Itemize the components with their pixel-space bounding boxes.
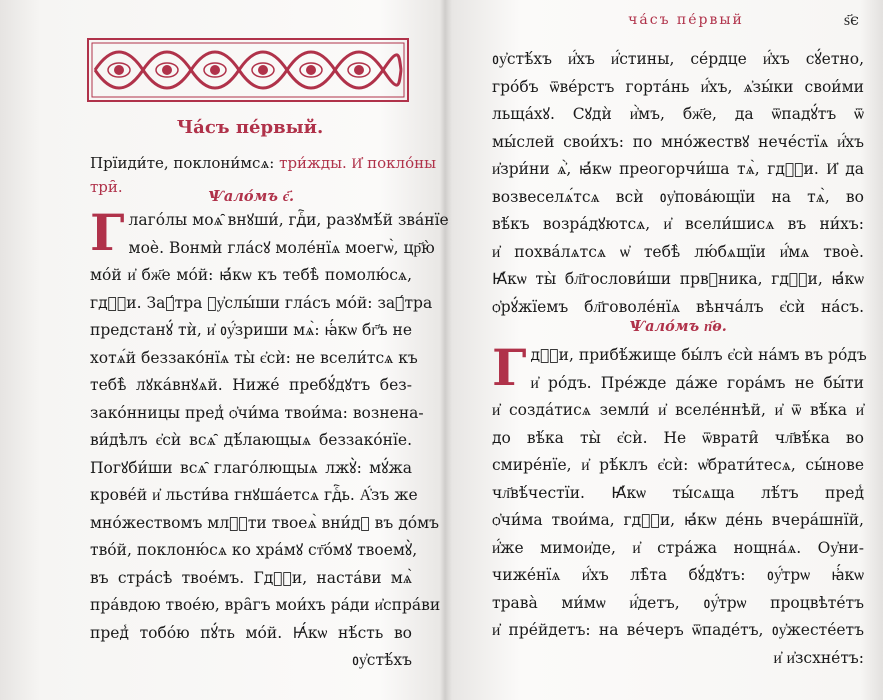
text-line: зако́нницы пред̾ ѻ҆чи́ма твои́ма: вознена- [90,403,424,422]
text-line: мо́й и҆ бж҃е мо́й: ꙗ҆́кѡ къ тебѣ̀ помолю́сѧ, [90,266,412,284]
text-line: гдⷭ҇и. Заꙋ́тра ᲂу҆слы́ши гла́съ мо́й: заꙋ́тра [90,293,433,312]
text-line: дⷭ҇и, прибѣ́жище бы́лъ є҆сѝ на́мъ въ ро́дъ [530,346,867,364]
running-head: ча́съ пе́рвый [628,12,744,28]
text-line: и҆ пре́йдетъ: на ве́черъ ѿпаде́тъ, ᲂу҆жесте́етъ [492,621,864,639]
text-line: хотѧ́й беззако́нїѧ ты̀ є҆сѝ: не всели́тсѧ къ [90,348,418,367]
text-line: ѻ҆чи́ма твои́ма, гдⷭ҇и, ꙗ҆́кѡ де́нь вчера́шнїй, [492,511,864,529]
hour-title: Ча́съ пе́рвый. [176,117,324,138]
text-line: и҆́же мимои҆де, и҆ стра́жа нощна́ѧ. Оу҆ни- [492,538,864,557]
text-line-last: и҆ и҆зсхне́тъ: [773,648,864,667]
text-line: и҆зри́ни ѧ҆̀, ꙗ҆́кѡ преогорчи́ша тѧ̀, гдⷭ҇и. И҆ да [492,160,864,178]
text-line: ѻ҆рꙋ́жїемъ бл҃говоле́нїѧ вѣнча́лъ є҆сѝ на́съ. [492,297,864,316]
text-line: чл҃вѣ́честїи. Ꙗ҆́кѡ ты́сѧща лѣ́тъ пред̾ [492,483,864,502]
text-line: льща́хꙋ. Сꙋдѝ и҆̀мъ, бж҃е, да ѿпадꙋ́тъ ѿ [492,105,864,123]
text-line: гро́бъ ѿве́рстъ горта́нь и҆́хъ, ѧ҆зы́ки свои́ми [492,77,864,96]
text-line: возвеселѧ́тсѧ всѝ ᲂу҆пова́ющїи на тѧ̀, во [492,187,864,206]
psalm-89-heading: Ѱало́мъ п҃ѳ. [629,318,727,335]
drop-capital: Г [492,338,527,397]
text-line: пред̾ тобо́ю пꙋ́ть мо́й. Ꙗ҆́кѡ нѣ́сть во [90,623,412,642]
text-line: въ стра́сѣ твое́мъ. Гдⷭ҇и, наста́ви мѧ̀ [90,568,412,587]
text-line: Ꙗ҆́кѡ ты̀ бл҃гослови́ши првⷣника, гдⷭ҇и, ꙗ҆́кѡ [492,270,864,288]
text-line: мно́жествомъ млⷭ҇ти твоеѧ̀ вни́дꙋ въ до́мъ [90,513,439,532]
decorative-headpiece-ornament [87,38,409,102]
right-page [446,0,883,700]
invitation-rubric-continued: три̑. [90,177,123,196]
page-number: ѕ҃є [843,10,859,29]
text-line: мы́слей свои́хъ: по мно́жествꙋ нече́стїѧ и҆́хъ [492,132,864,151]
psalm-5-heading: Ѱало́мъ є҃. [207,188,295,205]
text-line: чиже́нїѧ и҆́хъ лѣ̑та бꙋ́дꙋтъ: ᲂу҆́трѡ ꙗ҆́кѡ [492,566,864,584]
text-line: предстанꙋ́ тѝ, и҆ ᲂу҆́зриши мѧ̀: ꙗ҆́кѡ бг҃ъ не [90,321,413,339]
text-line: Погꙋби́ши всѧ̑ глаго́лющыѧ лжꙋ̀: мꙋ́жа [90,458,412,477]
text-line: тво́й, поклоню́сѧ ко хра́мꙋ ст҃о́мꙋ твоемꙋ̀, [90,541,418,559]
psalm-5-continued [492,46,864,321]
text-line: тебѣ̀ лꙋка́внꙋѧй. Ниже́ пребꙋ́дꙋтъ без- [90,376,412,394]
text-line: трава̀ ми́мѡ и҆́детъ, ᲂу҆́трѡ процвѣте́тъ [492,593,864,612]
text-line: смире́нїе, и҆ рѣ́клъ є҆сѝ: ѡ҆брати́тесѧ, сы́нове [492,456,864,474]
catchword: ᲂу҆стѣ́хъ [351,651,412,669]
text-line: лаго́лы моѧ̑ внꙋши́, гдⷭ҇и, разꙋмѣ́й зва́нїе [128,211,449,229]
text-line: до вѣ́ка ты̀ є҆сѝ. Не ѿврати̑ чл҃вѣ́ка во [492,428,864,447]
text-line: и҆ похва́лѧтсѧ ѡ҆ тебѣ̀ лю́бѧщїи и҆́мѧ твоѐ. [492,242,864,261]
text-line: ви́дѣлъ є҆сѝ всѧ̑ дѣ́лающыѧ беззако́нїе. [90,431,412,449]
text-line: и҆ ро́дъ. Пре́жде да́же гора́мъ не бы́ти [530,373,864,392]
invitation-text: Прїиди́те, поклони́мсѧ: [90,154,275,172]
psalm-5-text [90,203,449,675]
text-line: и҆ созда́тисѧ земли́ и҆ вселе́ннѣй, и҆ ѿ вѣ́ка и҆ [492,401,864,419]
text-line: ᲂу҆стѣ́хъ и҆́хъ и҆́стины, се́рдце и҆́хъ сꙋ́етно, [492,50,864,68]
invitation-rubric: три́жды. И҆ покло́ны [279,154,437,172]
text-line: крове́й и҆ льсти́ва гнꙋша́етсѧ гдⷭ҇ь. А҆́зъ же [90,486,418,504]
text-line: вѣ́къ возра́дꙋютсѧ, и҆ всели́шисѧ въ ни́хъ: [492,215,864,233]
text-line: моѐ. Вонмѝ гла́сꙋ моле́нїѧ моегѡ̀, цр҃ю̀ [128,238,435,257]
psalm-89-text [492,338,867,672]
drop-capital: Г [90,203,125,262]
text-line: пра́вдою твое́ю, вра̑гъ мои́хъ ра́ди и҆спра́ви [90,596,441,614]
